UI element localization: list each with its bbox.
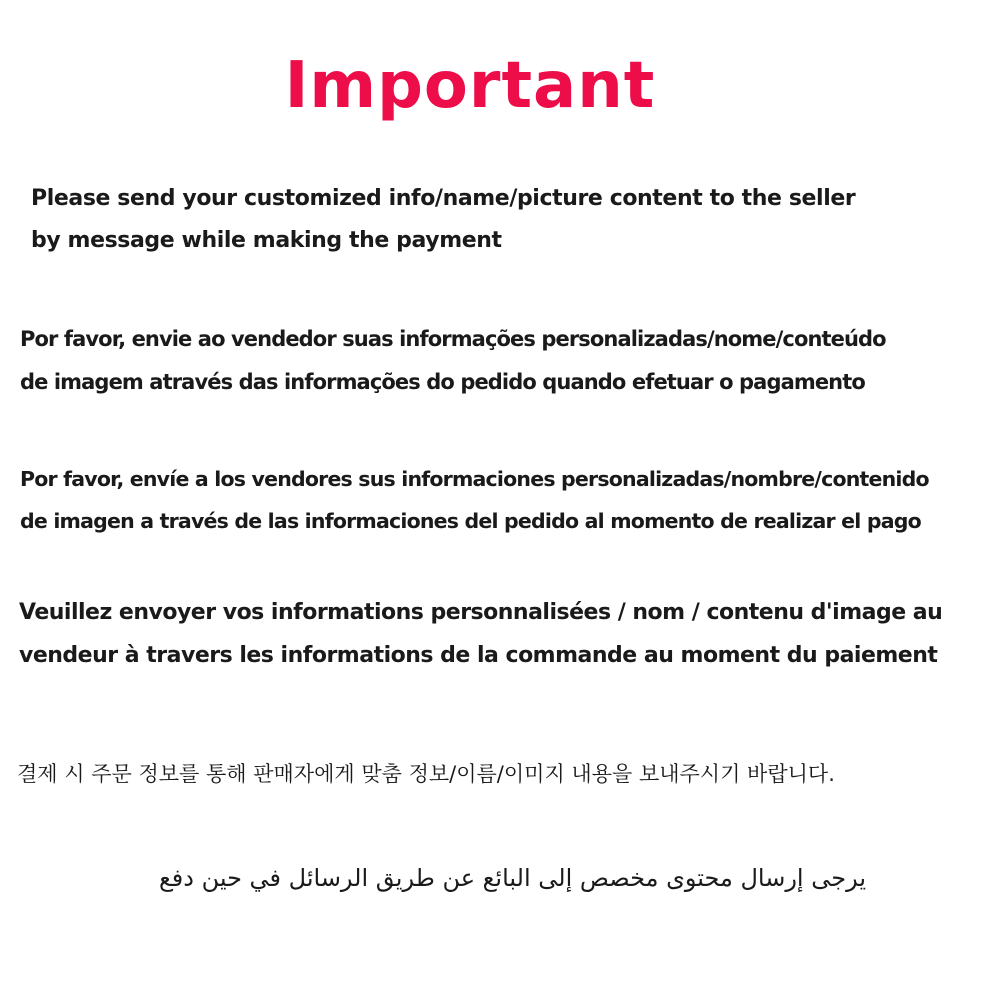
spanish-line-1: Por favor, envíe a los vendores sus informaciones personalizadas/nombre/contenido [20,467,929,491]
portuguese-instructions [20,318,886,404]
spanish-instructions [20,458,929,542]
important-title: Important [284,49,656,123]
english-instructions [31,178,855,262]
english-line-1: Please send your customized info/name/picture content to the seller [31,186,856,211]
korean-line-1: 결제 시 주문 정보를 통해 판매자에게 맞춤 정보/이름/이미지 내용을 보내주시기 바랍니다. [17,762,835,786]
korean-instructions [17,756,835,792]
french-line-1: Veuillez envoyer vos informations personnalisées / nom / contenu d'image au [19,600,943,625]
french-instructions [19,591,942,677]
portuguese-line-2: de imagem através das informações do pedido quando efetuar o pagamento [20,370,865,394]
spanish-line-2: de imagen a través de las informaciones del pedido al momento de realizar el pago [20,509,921,533]
french-line-2: vendeur à travers les informations de la commande au moment du paiement [19,643,938,668]
arabic-line-1: يرجى إرسال محتوى مخصص إلى البائع عن طريق الرسائل في حين دفع [159,864,866,892]
arabic-instructions [26,858,866,898]
english-line-2: by message while making the payment [31,228,502,253]
portuguese-line-1: Por favor, envie ao vendedor suas informações personalizadas/nome/conteúdo [20,327,886,351]
